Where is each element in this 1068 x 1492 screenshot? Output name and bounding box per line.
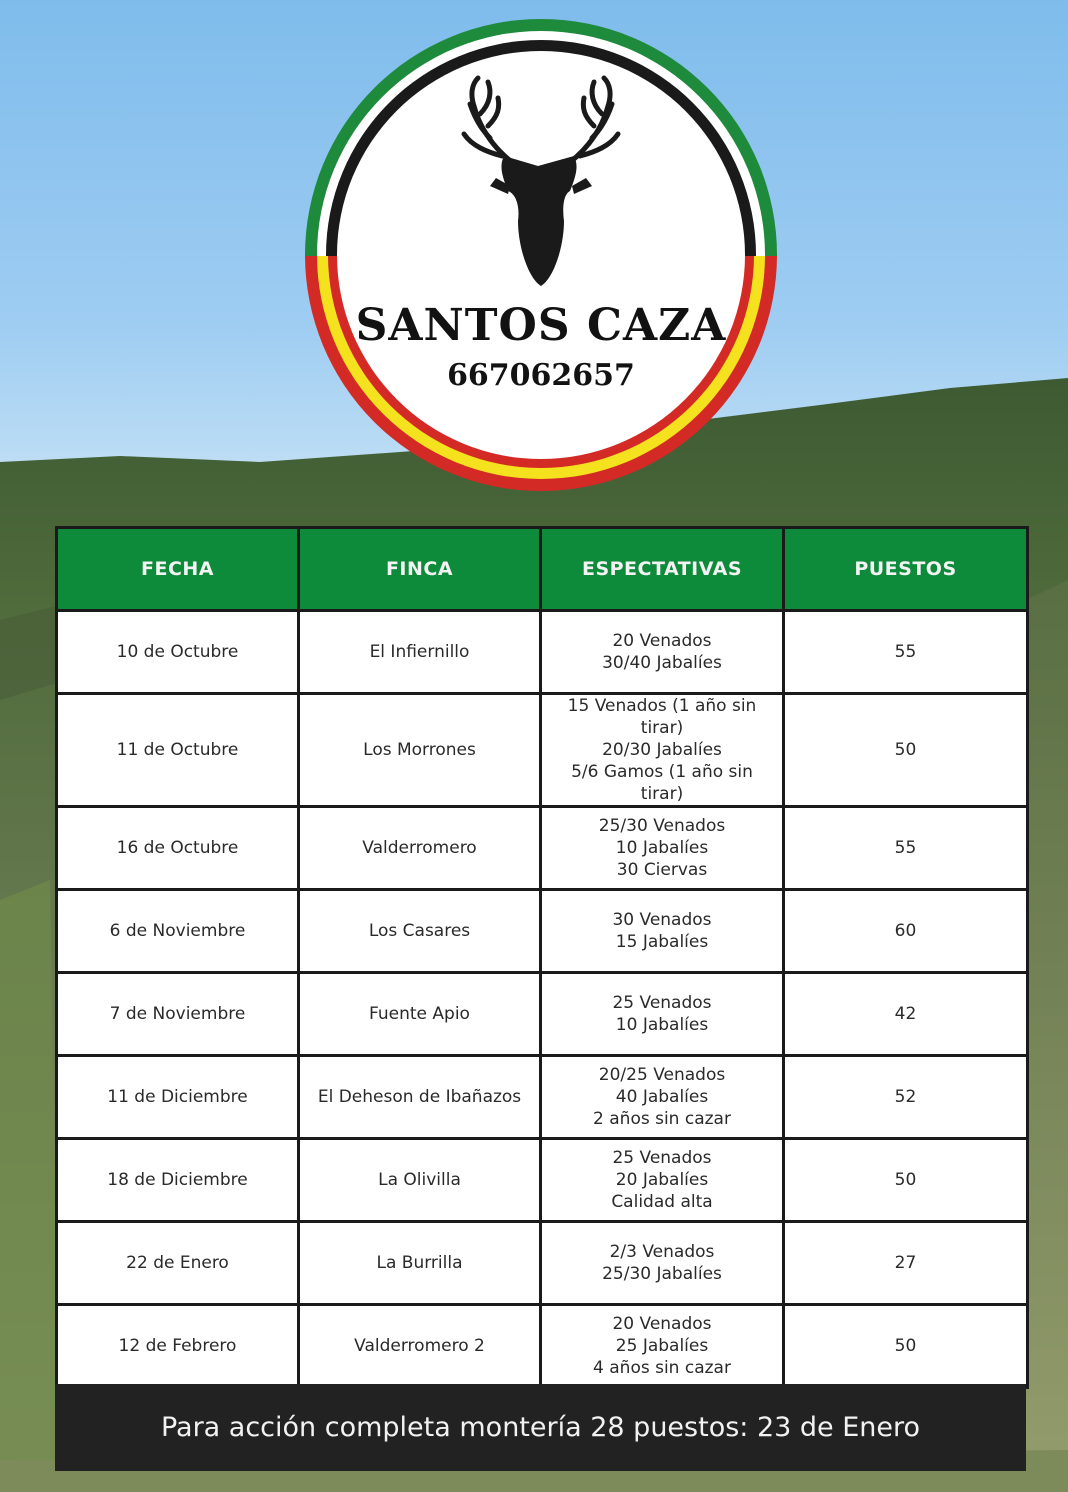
cell-puestos: 42: [784, 973, 1028, 1056]
espectativa-line: 20 Venados: [612, 631, 712, 651]
espectativa-line: 25 Venados: [612, 1148, 712, 1168]
cell-finca: Los Casares: [299, 890, 541, 973]
cell-fecha: 7 de Noviembre: [57, 973, 299, 1056]
header-espectativas: ESPECTATIVAS: [541, 528, 784, 611]
cell-puestos: 60: [784, 890, 1028, 973]
cell-espectativas: [541, 890, 784, 973]
espectativa-line: 25/30 Venados: [598, 816, 726, 836]
footer-banner: [55, 1384, 1026, 1471]
cell-espectativas: [541, 694, 784, 807]
espectativa-line: 40 Jabalíes: [615, 1087, 709, 1107]
table-row: [57, 1222, 1028, 1305]
cell-fecha: 11 de Octubre: [57, 694, 299, 807]
espectativa-line: 5/6 Gamos (1 año sin tirar): [571, 762, 753, 804]
cell-fecha: 11 de Diciembre: [57, 1056, 299, 1139]
espectativa-line: 25/30 Jabalíes: [602, 1264, 722, 1284]
espectativa-line: 30 Ciervas: [616, 860, 708, 880]
espectativa-line: 2 años sin cazar: [593, 1109, 731, 1129]
table-row: [57, 1139, 1028, 1222]
cell-finca: Valderromero 2: [299, 1305, 541, 1388]
espectativa-line: 30/40 Jabalíes: [602, 653, 722, 673]
cell-finca: El Deheson de Ibañazos: [299, 1056, 541, 1139]
table-row: [57, 1305, 1028, 1388]
espectativa-line: 25 Venados: [612, 993, 712, 1013]
cell-espectativas: [541, 1222, 784, 1305]
espectativa-line: 30 Venados: [612, 910, 712, 930]
cell-fecha: 16 de Octubre: [57, 807, 299, 890]
table-row: [57, 694, 1028, 807]
cell-finca: La Olivilla: [299, 1139, 541, 1222]
table-row: [57, 890, 1028, 973]
espectativa-line: 10 Jabalíes: [615, 1015, 709, 1035]
cell-finca: Valderromero: [299, 807, 541, 890]
espectativa-line: 20/30 Jabalíes: [602, 740, 722, 760]
cell-espectativas: [541, 973, 784, 1056]
cell-finca: Fuente Apio: [299, 973, 541, 1056]
cell-puestos: 55: [784, 807, 1028, 890]
cell-puestos: 52: [784, 1056, 1028, 1139]
footer-text: Para acción completa montería 28 puestos: 23 de Enero: [160, 1412, 921, 1443]
espectativa-line: 4 años sin cazar: [593, 1358, 731, 1378]
cell-puestos: 55: [784, 611, 1028, 694]
table-row: [57, 973, 1028, 1056]
cell-finca: Los Morrones: [299, 694, 541, 807]
espectativa-line: 20 Jabalíes: [615, 1170, 709, 1190]
brand-logo: [302, 16, 780, 494]
brand-phone: 667062657: [447, 358, 635, 393]
cell-espectativas: [541, 807, 784, 890]
cell-fecha: 22 de Enero: [57, 1222, 299, 1305]
espectativa-line: 25 Jabalíes: [615, 1336, 709, 1356]
header-fecha: FECHA: [57, 528, 299, 611]
espectativa-line: 20 Venados: [612, 1314, 712, 1334]
cell-finca: La Burrilla: [299, 1222, 541, 1305]
cell-espectativas: [541, 1139, 784, 1222]
cell-puestos: 27: [784, 1222, 1028, 1305]
cell-fecha: 6 de Noviembre: [57, 890, 299, 973]
espectativa-line: 15 Venados (1 año sin tirar): [567, 696, 757, 738]
cell-puestos: 50: [784, 1305, 1028, 1388]
espectativa-line: 15 Jabalíes: [615, 932, 709, 952]
header-puestos: PUESTOS: [784, 528, 1028, 611]
espectativa-line: 10 Jabalíes: [615, 838, 709, 858]
cell-fecha: 18 de Diciembre: [57, 1139, 299, 1222]
table-row: [57, 1056, 1028, 1139]
cell-puestos: 50: [784, 1139, 1028, 1222]
cell-fecha: 10 de Octubre: [57, 611, 299, 694]
cell-fecha: 12 de Febrero: [57, 1305, 299, 1388]
espectativa-line: Calidad alta: [611, 1192, 713, 1212]
header-finca: FINCA: [299, 528, 541, 611]
espectativa-line: 2/3 Venados: [609, 1242, 715, 1262]
cell-espectativas: [541, 1305, 784, 1388]
cell-finca: El Infiernillo: [299, 611, 541, 694]
cell-puestos: 50: [784, 694, 1028, 807]
table-row: [57, 611, 1028, 694]
cell-espectativas: [541, 1056, 784, 1139]
hunt-schedule-table: [55, 526, 1029, 1389]
table-row: [57, 807, 1028, 890]
brand-name: SANTOS CAZA: [355, 300, 727, 351]
espectativa-line: 20/25 Venados: [598, 1065, 726, 1085]
cell-espectativas: [541, 611, 784, 694]
table-header-row: [57, 528, 1028, 611]
